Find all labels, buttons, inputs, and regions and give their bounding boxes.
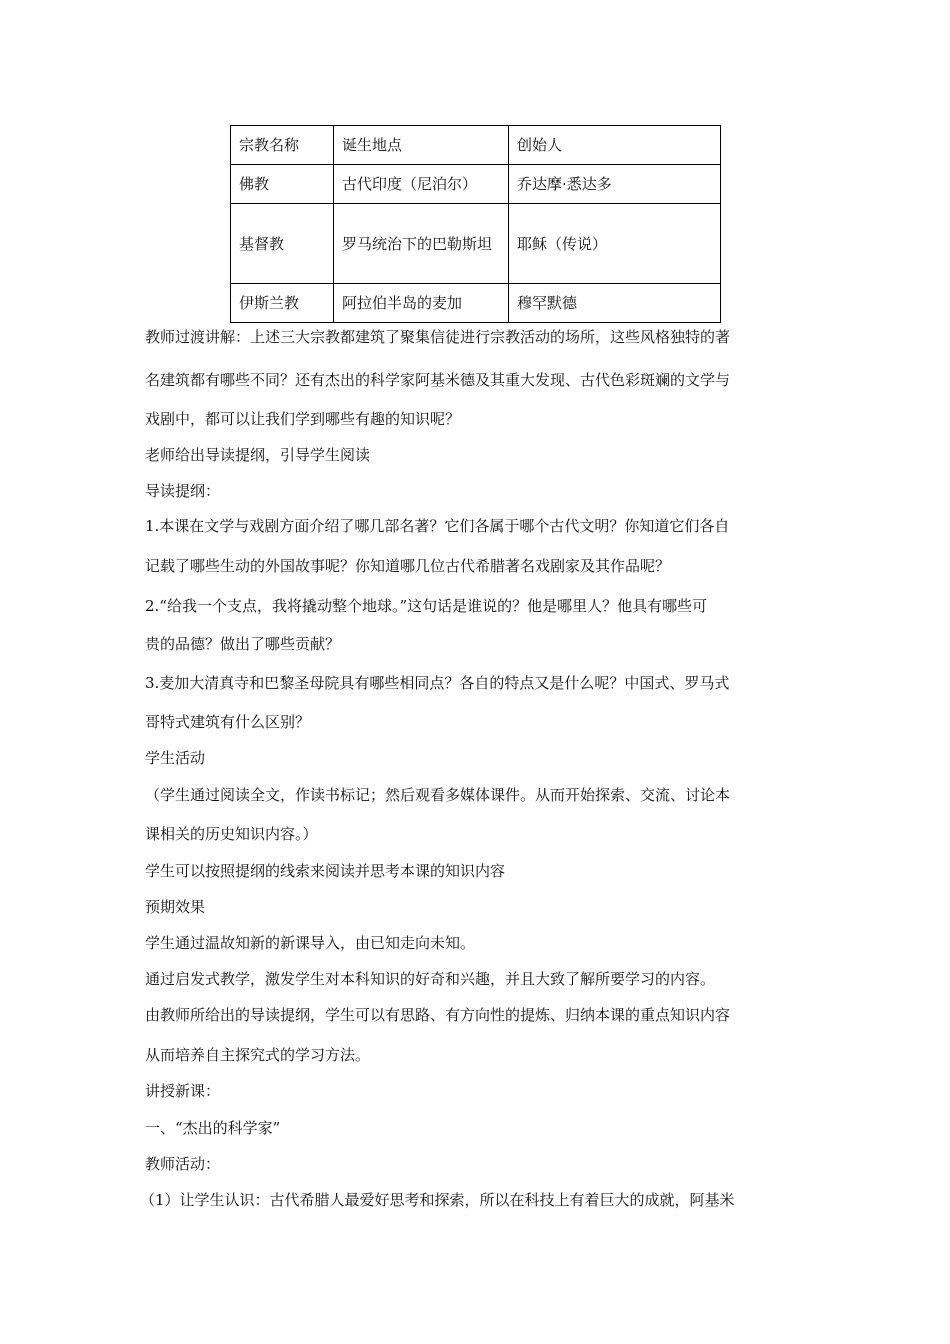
paragraph-line: 老师给出导读提纲，引导学生阅读 <box>145 446 371 464</box>
paragraph-line: 学生通过温故知新的新课导入，由已知走向未知。 <box>145 934 476 952</box>
paragraph-line: 教师活动： <box>145 1155 221 1173</box>
paragraph-line: 贵的品德？做出了哪些贡献？ <box>145 635 341 653</box>
paragraph-line: 1.本课在文学与戏剧方面介绍了哪几部名著？它们各属于哪个古代文明？你知道它们各自 <box>145 517 730 535</box>
paragraph-line: 哥特式建筑有什么区别？ <box>145 713 311 731</box>
table-cell: 古代印度（尼泊尔） <box>334 165 509 204</box>
table-row <box>231 204 721 284</box>
paragraph-line: 导读提纲： <box>145 482 221 500</box>
table-cell: 穆罕默德 <box>509 284 721 323</box>
table-cell: 乔达摩·悉达多 <box>509 165 721 204</box>
paragraph-line: 通过启发式教学，激发学生对本科知识的好奇和兴趣，并且大致了解所要学习的内容。 <box>145 970 716 988</box>
paragraph-line: 记载了哪些生动的外国故事呢？你知道哪几位古代希腊著名戏剧家及其作品呢？ <box>145 557 671 575</box>
table-cell: 耶稣（传说） <box>509 204 721 284</box>
religions-table <box>230 125 721 323</box>
table-cell: 罗马统治下的巴勒斯坦 <box>334 204 509 284</box>
paragraph-line: 讲授新课： <box>145 1082 221 1100</box>
table-header-cell: 宗教名称 <box>231 126 334 165</box>
paragraph-line: 学生活动 <box>145 749 206 767</box>
table-cell: 基督教 <box>231 204 334 284</box>
paragraph-line: 学生可以按照提纲的线索来阅读并思考本课的知识内容 <box>145 862 506 880</box>
table-cell: 伊斯兰教 <box>231 284 334 323</box>
table-cell: 佛教 <box>231 165 334 204</box>
paragraph-line: （学生通过阅读全文，作读书标记；然后观看多媒体课件。从而开始探索、交流、讨论本 <box>145 786 731 804</box>
table-header-cell: 诞生地点 <box>334 126 509 165</box>
paragraph-line: 2.“给我一个支点，我将撬动整个地球。”这句话是谁说的？他是哪里人？他具有哪些可 <box>145 597 708 615</box>
paragraph-line: 预期效果 <box>145 898 206 916</box>
paragraph-line: （1）让学生认识：古代希腊人最爱好思考和探索，所以在科技上有着巨大的成就，阿基米 <box>140 1191 735 1209</box>
paragraph-line: 由教师所给出的导读提纲，学生可以有思路、有方向性的提炼、归纳本课的重点知识内容 <box>145 1006 731 1024</box>
paragraph-line: 戏剧中，都可以让我们学到哪些有趣的知识呢？ <box>145 410 461 428</box>
paragraph-line: 一、“杰出的科学家” <box>145 1119 281 1137</box>
paragraph-line: 教师过渡讲解：上述三大宗教都建筑了聚集信徒进行宗教活动的场所，这些风格独特的著 <box>145 328 731 346</box>
table-row <box>231 284 721 323</box>
table-cell: 阿拉伯半岛的麦加 <box>334 284 509 323</box>
paragraph-line: 名建筑都有哪些不同？还有杰出的科学家阿基米德及其重大发现、古代色彩斑斓的文学与 <box>145 371 731 389</box>
paragraph-line: 3.麦加大清真寺和巴黎圣母院具有哪些相同点？各自的特点又是什么呢？中国式、罗马式 <box>145 674 730 692</box>
table-header-cell: 创始人 <box>509 126 721 165</box>
paragraph-line: 课相关的历史知识内容。） <box>145 825 318 843</box>
table-header-row <box>231 126 721 165</box>
paragraph-line: 从而培养自主探究式的学习方法。 <box>145 1046 371 1064</box>
table-row <box>231 165 721 204</box>
